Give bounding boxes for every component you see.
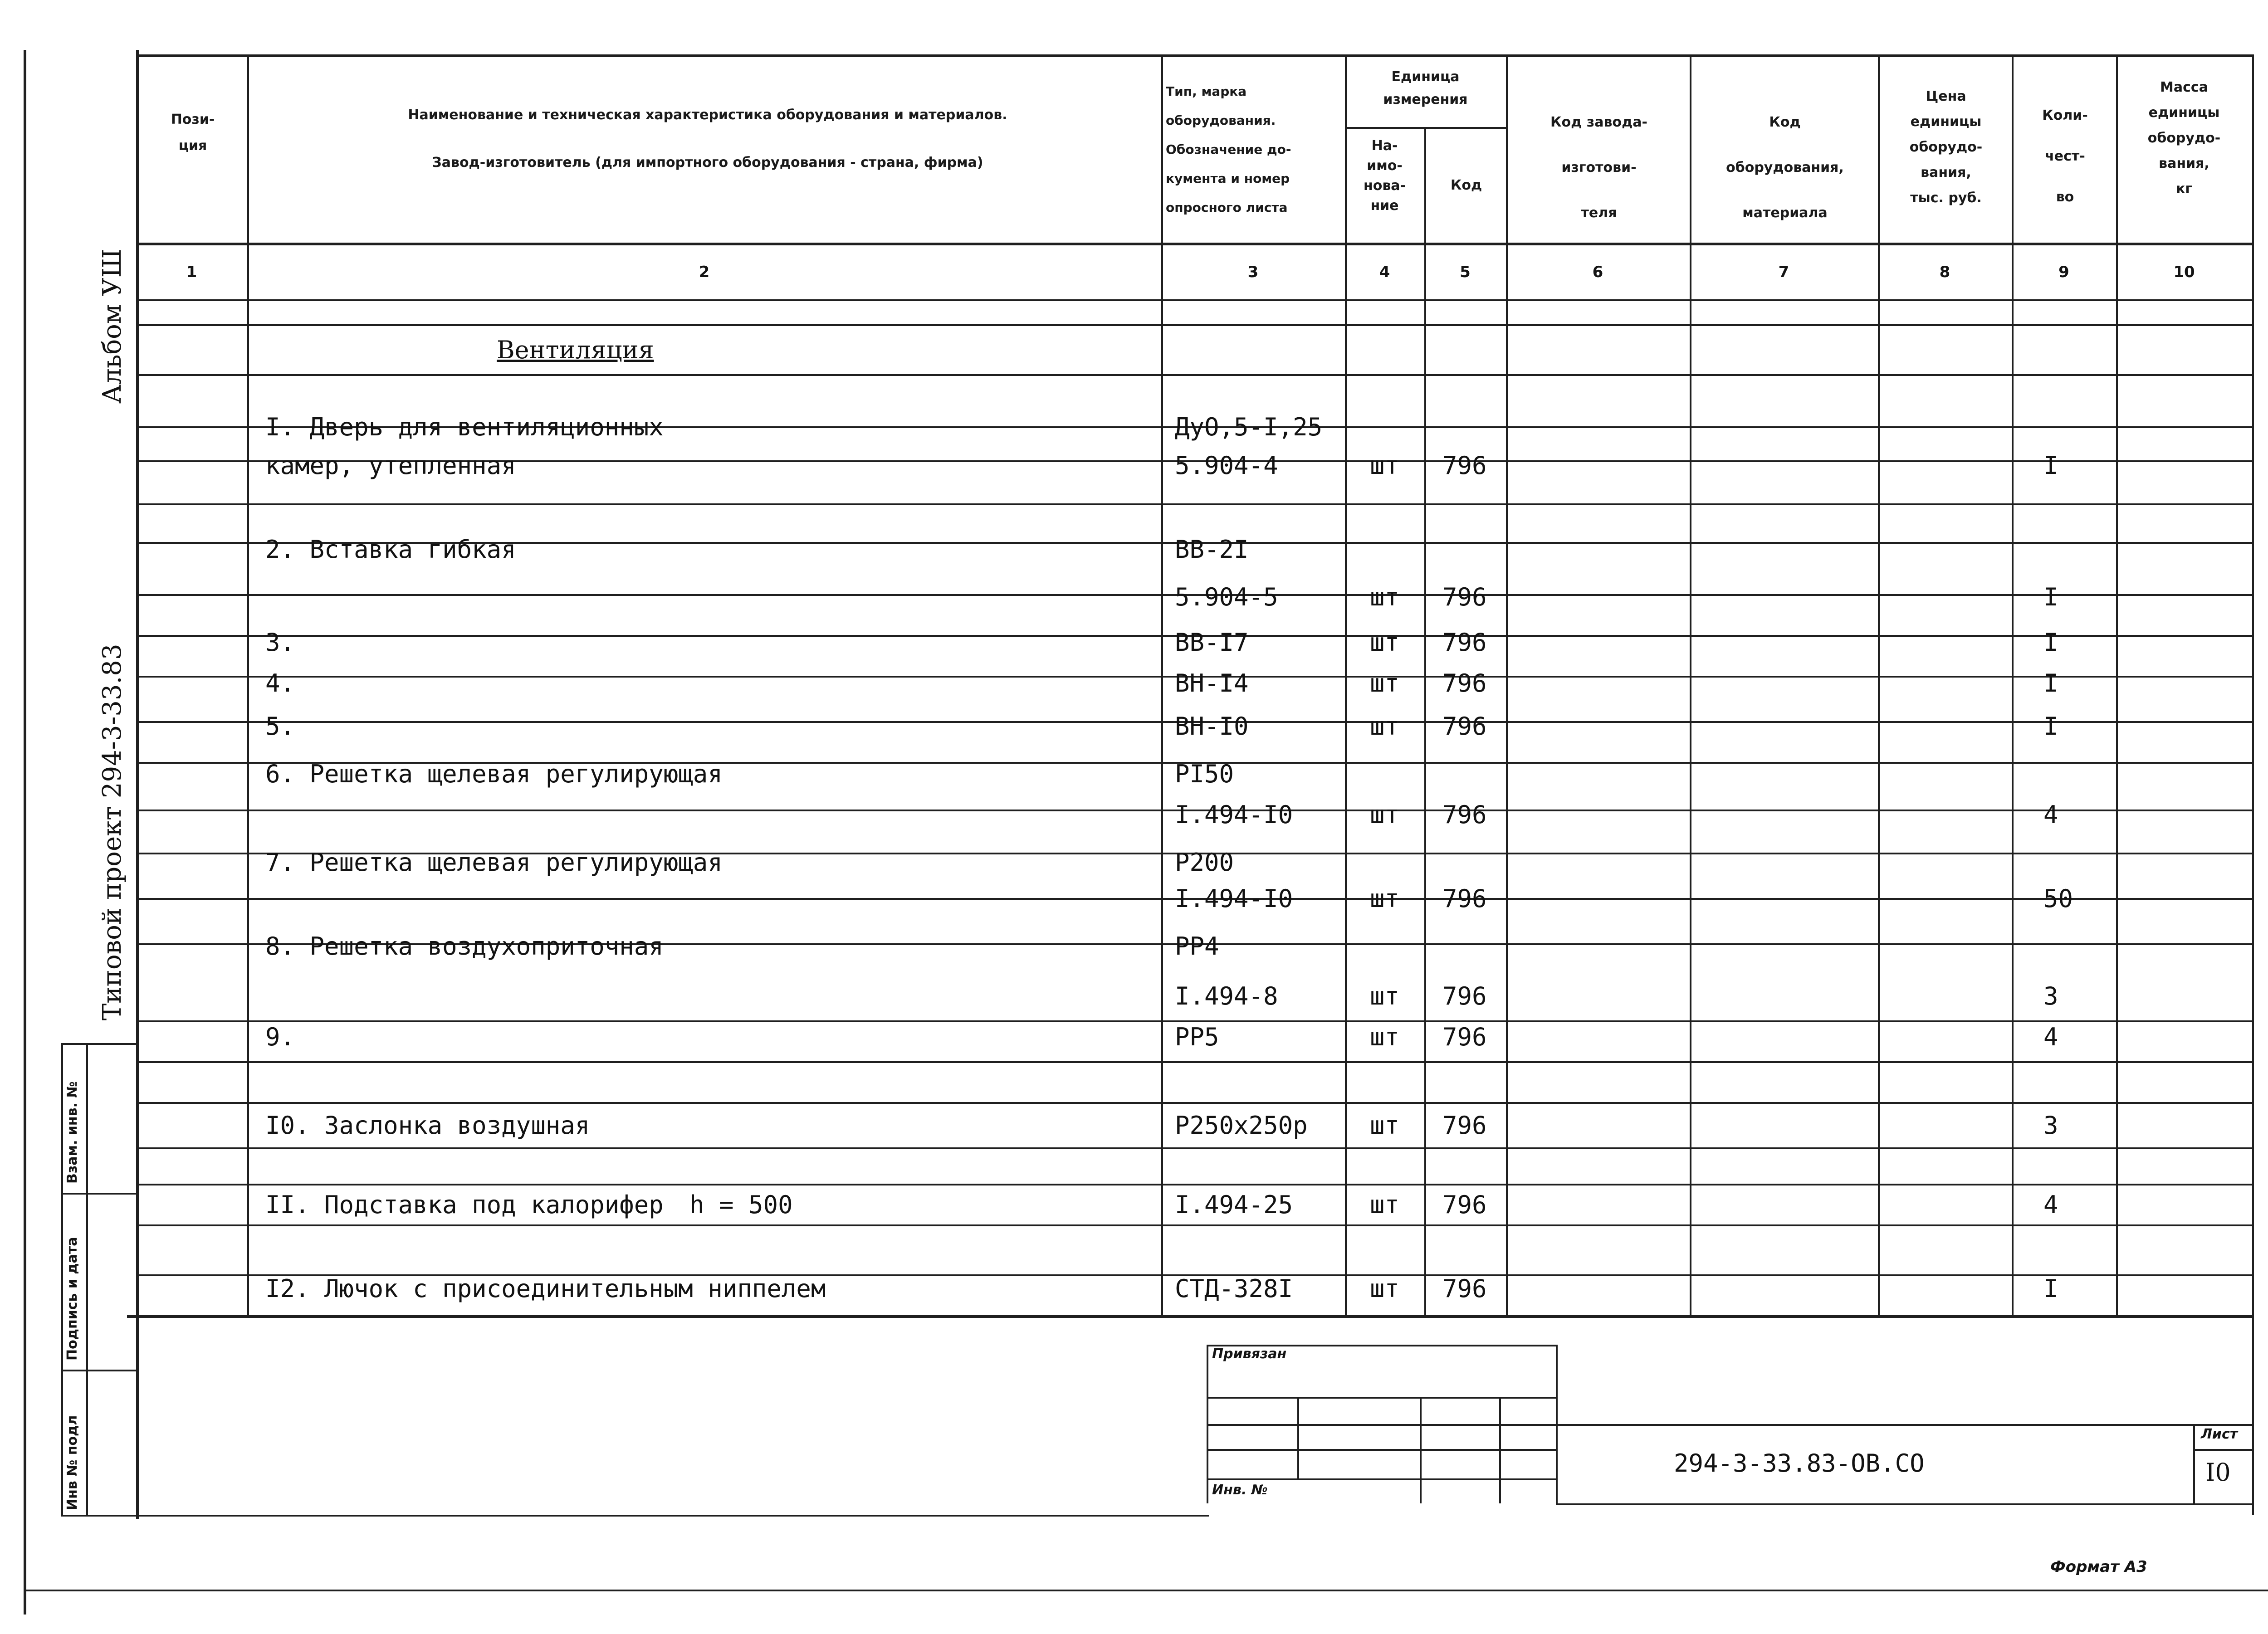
table-top-border (136, 54, 2252, 57)
header-mass: Масса единицы оборудо- вания, кг (2147, 79, 2221, 197)
header-factory-code: Код завода- изготови- теля (1550, 114, 1647, 221)
header-quantity: Коли- чест- во (2042, 107, 2088, 205)
item-type: ВН-I4 (1175, 669, 1249, 697)
item-unit: шт (1370, 1023, 1400, 1051)
item-name: I. Дверь для вентиляционных (265, 413, 664, 441)
column-number: 2 (699, 263, 710, 281)
sheet-label: Лист (2201, 1426, 2238, 1442)
item-type: 5.904-4 (1175, 451, 1278, 480)
item-name: I0. Заслонка воздушная (265, 1111, 590, 1140)
side-table-div2 (61, 1370, 136, 1371)
side-table-top (61, 1043, 136, 1045)
item-unit-code: 796 (1442, 982, 1487, 1010)
sheet-box-right (2252, 1424, 2254, 1503)
column-divider (247, 54, 249, 1315)
sign-date-label: Подпись и дата (64, 1237, 80, 1361)
format-label: Формат А3 (2050, 1558, 2147, 1576)
sheet-box-left (2193, 1424, 2195, 1503)
item-unit-code: 796 (1442, 628, 1487, 657)
item-name: 6. Решетка щелевая регулирующая (265, 760, 723, 788)
item-type: I.494-8 (1175, 982, 1278, 1010)
column-number: 4 (1379, 263, 1390, 281)
row-divider (136, 1020, 2252, 1022)
item-quantity: I (2043, 712, 2058, 741)
item-unit-code: 796 (1442, 800, 1487, 829)
item-unit-code: 796 (1442, 1190, 1487, 1219)
row-divider (136, 299, 2252, 301)
item-name: 4. (265, 669, 295, 697)
item-unit-code: 796 (1442, 583, 1487, 611)
project-stamp: Типовой проект 294-3-33.83 (98, 644, 127, 1020)
item-unit: шт (1370, 800, 1400, 829)
doc-stamp-line (1556, 1424, 2252, 1426)
column-number: 10 (2173, 263, 2195, 281)
item-unit-code: 796 (1442, 712, 1487, 741)
header-equipment-code: Код оборудования, материала (1726, 114, 1844, 221)
item-unit-code: 796 (1442, 1274, 1487, 1303)
item-type: I.494-I0 (1175, 884, 1293, 913)
document-code: 294-3-33.83-ОВ.СО (1674, 1449, 1925, 1478)
item-name: 8. Решетка воздухоприточная (265, 932, 664, 961)
column-number: 6 (1592, 263, 1603, 281)
item-type: РР5 (1175, 1023, 1219, 1051)
item-unit: шт (1370, 628, 1400, 657)
title-block-col2 (1420, 1397, 1422, 1503)
item-type: ДуО,5-I,25 (1175, 413, 1323, 441)
item-unit-code: 796 (1442, 1111, 1487, 1140)
title-block-row1 (1207, 1397, 1556, 1399)
column-divider (1878, 54, 1880, 1315)
item-type: СТД-328I (1175, 1274, 1293, 1303)
column-divider (2012, 54, 2014, 1315)
item-quantity: I (2043, 628, 2058, 657)
row-divider (136, 1061, 2252, 1063)
item-unit: шт (1370, 1190, 1400, 1219)
header-position: Пози- ция (171, 112, 215, 154)
item-quantity: 3 (2043, 982, 2058, 1010)
column-divider (1161, 54, 1163, 1315)
item-height-note: h = 500 (689, 1190, 793, 1219)
item-quantity: 4 (2043, 1190, 2058, 1219)
row-divider (136, 324, 2252, 326)
column-number: 3 (1247, 263, 1259, 281)
lower-frame-line (129, 1515, 1209, 1517)
item-type: ВВ-I7 (1175, 628, 1249, 657)
item-unit: шт (1370, 982, 1400, 1010)
item-unit: шт (1370, 451, 1400, 480)
header-name-line1: Наименование и техническая характеристика оборудования и материалов. (408, 107, 1007, 123)
lower-right-frame-line (1556, 1503, 2252, 1505)
item-unit: шт (1370, 1274, 1400, 1303)
item-name: I2. Лючок с присоединительным ниппелем (265, 1274, 826, 1303)
item-type: ВВ-2I (1175, 535, 1249, 564)
item-quantity: I (2043, 451, 2058, 480)
header-type: Тип, марка оборудования. Обозначение до- кумента и номер опросного листа (1166, 84, 1291, 215)
item-quantity: 50 (2043, 884, 2073, 913)
item-unit-code: 796 (1442, 884, 1487, 913)
item-name: 3. (265, 628, 295, 657)
title-block-col3 (1499, 1397, 1501, 1503)
sheet-number: I0 (2205, 1458, 2231, 1487)
header-unit: Единица измерения (1383, 69, 1468, 107)
item-quantity: 4 (2043, 800, 2058, 829)
item-unit: шт (1370, 1111, 1400, 1140)
item-unit: шт (1370, 884, 1400, 913)
left-border (24, 50, 26, 1614)
column-divider (2252, 54, 2254, 1315)
title-block-row2 (1207, 1424, 1556, 1426)
section-title: Вентиляция (497, 336, 654, 364)
item-quantity: 3 (2043, 1111, 2058, 1140)
row-divider (136, 503, 2252, 505)
side-table-div1 (61, 1193, 136, 1195)
item-type: РI50 (1175, 760, 1234, 788)
side-table-mid (86, 1043, 88, 1515)
side-table-bottom (61, 1515, 136, 1517)
unit-subheader-line (1345, 127, 1506, 129)
column-divider (1690, 54, 1691, 1315)
column-divider (1345, 54, 1347, 1315)
item-name: камер, утепленная (265, 451, 516, 480)
item-type: ВН-I0 (1175, 712, 1249, 741)
item-type: Р250х250р (1175, 1111, 1308, 1140)
bottom-border (24, 1590, 2268, 1591)
column-number: 8 (1939, 263, 1950, 281)
item-type: I.494-25 (1175, 1190, 1293, 1219)
privyazan-label: Привязан (1212, 1346, 1287, 1362)
album-stamp: Альбом УШ (98, 249, 127, 404)
sheet-box-mid (2193, 1449, 2252, 1451)
item-quantity: I (2043, 669, 2058, 697)
item-type: I.494-I0 (1175, 800, 1293, 829)
header-bottom-border (136, 243, 2252, 245)
inv-podl-label: Инв № подл (64, 1415, 80, 1510)
item-name: 7. Решетка щелевая регулирующая (265, 848, 723, 877)
item-type: Р200 (1175, 848, 1234, 877)
side-table-left (61, 1043, 63, 1515)
row-divider (136, 1315, 2252, 1317)
item-name: 9. (265, 1023, 295, 1051)
column-number: 9 (2058, 263, 2069, 281)
column-divider (2116, 54, 2118, 1315)
item-quantity: 4 (2043, 1023, 2058, 1051)
column-number: 5 (1460, 263, 1471, 281)
inv-vzam-label: Взам. инв. № (64, 1081, 80, 1184)
item-unit-code: 796 (1442, 451, 1487, 480)
row-divider (136, 1147, 2252, 1149)
inv-no-label: Инв. № (1212, 1482, 1268, 1498)
header-unit-name: На- имо- нова- ние (1363, 138, 1406, 214)
item-unit: шт (1370, 669, 1400, 697)
row-divider (136, 1184, 2252, 1185)
title-block-row3 (1207, 1449, 1556, 1451)
column-number: 7 (1778, 263, 1789, 281)
header-name-line2: Завод-изготовитель (для импортного оборудования - страна, фирма) (432, 155, 983, 171)
item-unit: шт (1370, 712, 1400, 741)
item-unit: шт (1370, 583, 1400, 611)
item-quantity: I (2043, 583, 2058, 611)
item-name: 2. Вставка гибкая (265, 535, 516, 564)
item-quantity: I (2043, 1274, 2058, 1303)
title-block-col1 (1297, 1397, 1299, 1478)
item-name: 5. (265, 712, 295, 741)
header-unit-code: Код (1450, 177, 1482, 193)
header-price: Цена единицы оборудо- вания, тыс. руб. (1909, 88, 1983, 206)
item-unit-code: 796 (1442, 669, 1487, 697)
column-divider (1506, 54, 1508, 1315)
row-divider (136, 1102, 2252, 1104)
item-type: 5.904-5 (1175, 583, 1278, 611)
row-divider (136, 374, 2252, 376)
item-unit-code: 796 (1442, 1023, 1487, 1051)
item-type: РР4 (1175, 932, 1219, 961)
column-number: 1 (186, 263, 197, 281)
item-name: II. Подставка под калорифер (265, 1190, 664, 1219)
row-divider (136, 1224, 2252, 1226)
title-block-row4 (1207, 1478, 1556, 1480)
